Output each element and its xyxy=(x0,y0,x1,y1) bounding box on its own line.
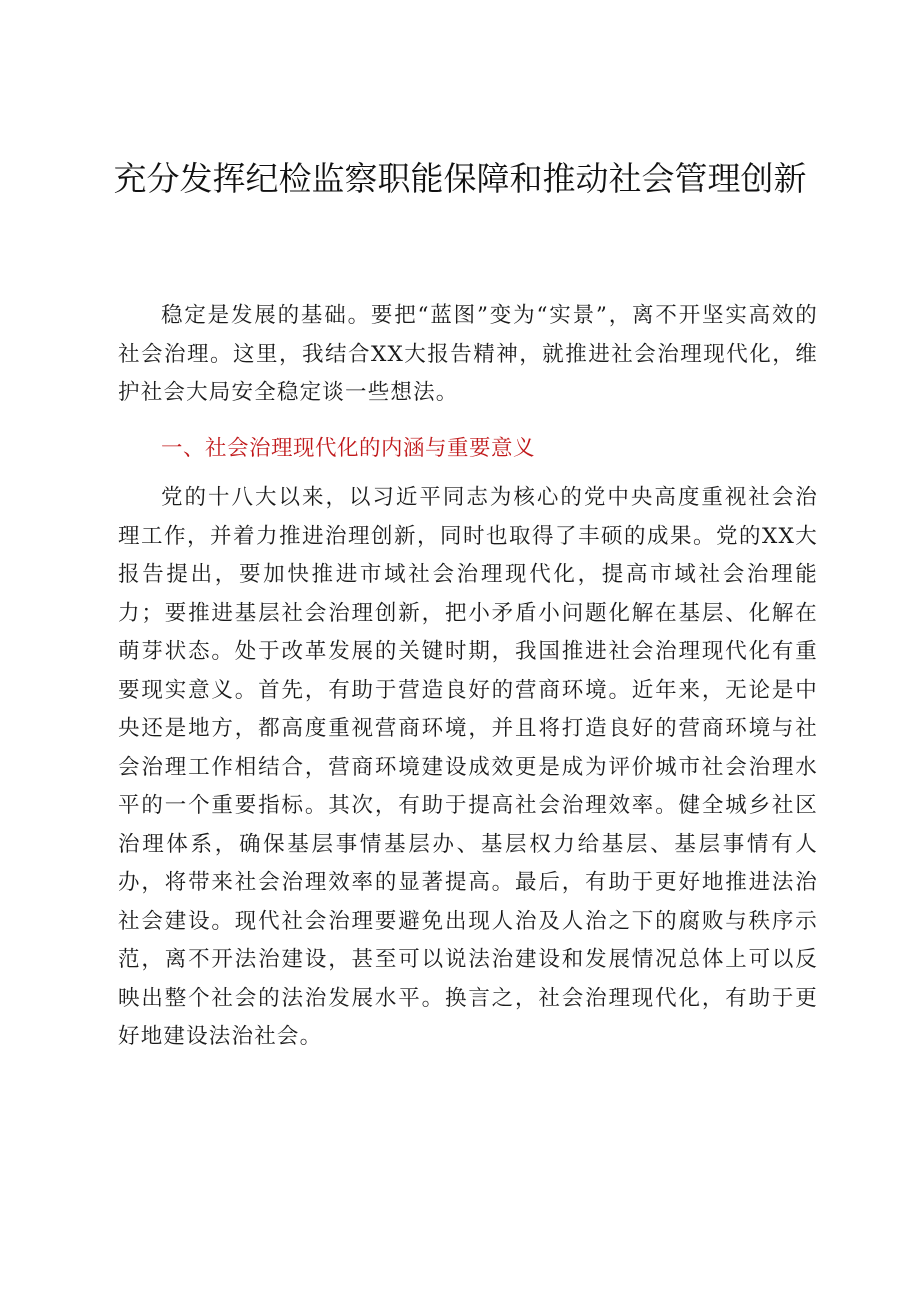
intro-paragraph: 稳定是发展的基础。要把“蓝图”变为“实景”，离不开坚实高效的社会治理。这里，我结合XX大报告精神，就推进社会治理现代化，维护社会大局安全稳定谈一些想法。 xyxy=(118,303,818,405)
section-1-paragraph: 党的十八大以来，以习近平同志为核心的党中央高度重视社会治理工作，并着力推进治理创新，同时也取得了丰硕的成果。党的XX大报告提出，要加快推进市域社会治理现代化，提高市域社会治理能力；要推进基层社会治理创新，把小矛盾小问题化解在基层、化解在萌芽状态。处于改革发展的关键时期，我国推进社会治理现代化有重要现实意义。首先，有助于营造良好的营商环境。近年来，无论是中央还是地方，都高度重视营商环境，并且将打造良好的营商环境与社会治理工作相结合，营商环境建设成效更是成为评价城市社会治理水平的一个重要指标。其次，有助于提高社会治理效率。健全城乡社区治理体系，确保基层事情基层办、基层权力给基层、基层事情有人办，将带来社会治理效率的显著提高。最后，有助于更好地推进法治社会建设。现代社会治理要避免出现人治及人治之下的腐败与秩序示范，离不开法治建设，甚至可以说法治建设和发展情况总体上可以反映出整个社会的法治发展水平。换言之，社会治理现代化，有助于更好地建设法治社会。 xyxy=(118,485,818,1049)
section-heading-1: 一、社会治理现代化的内涵与重要意义 xyxy=(161,436,536,461)
document-title: 充分发挥纪检监察职能保障和推动社会管理创新 xyxy=(113,159,807,198)
